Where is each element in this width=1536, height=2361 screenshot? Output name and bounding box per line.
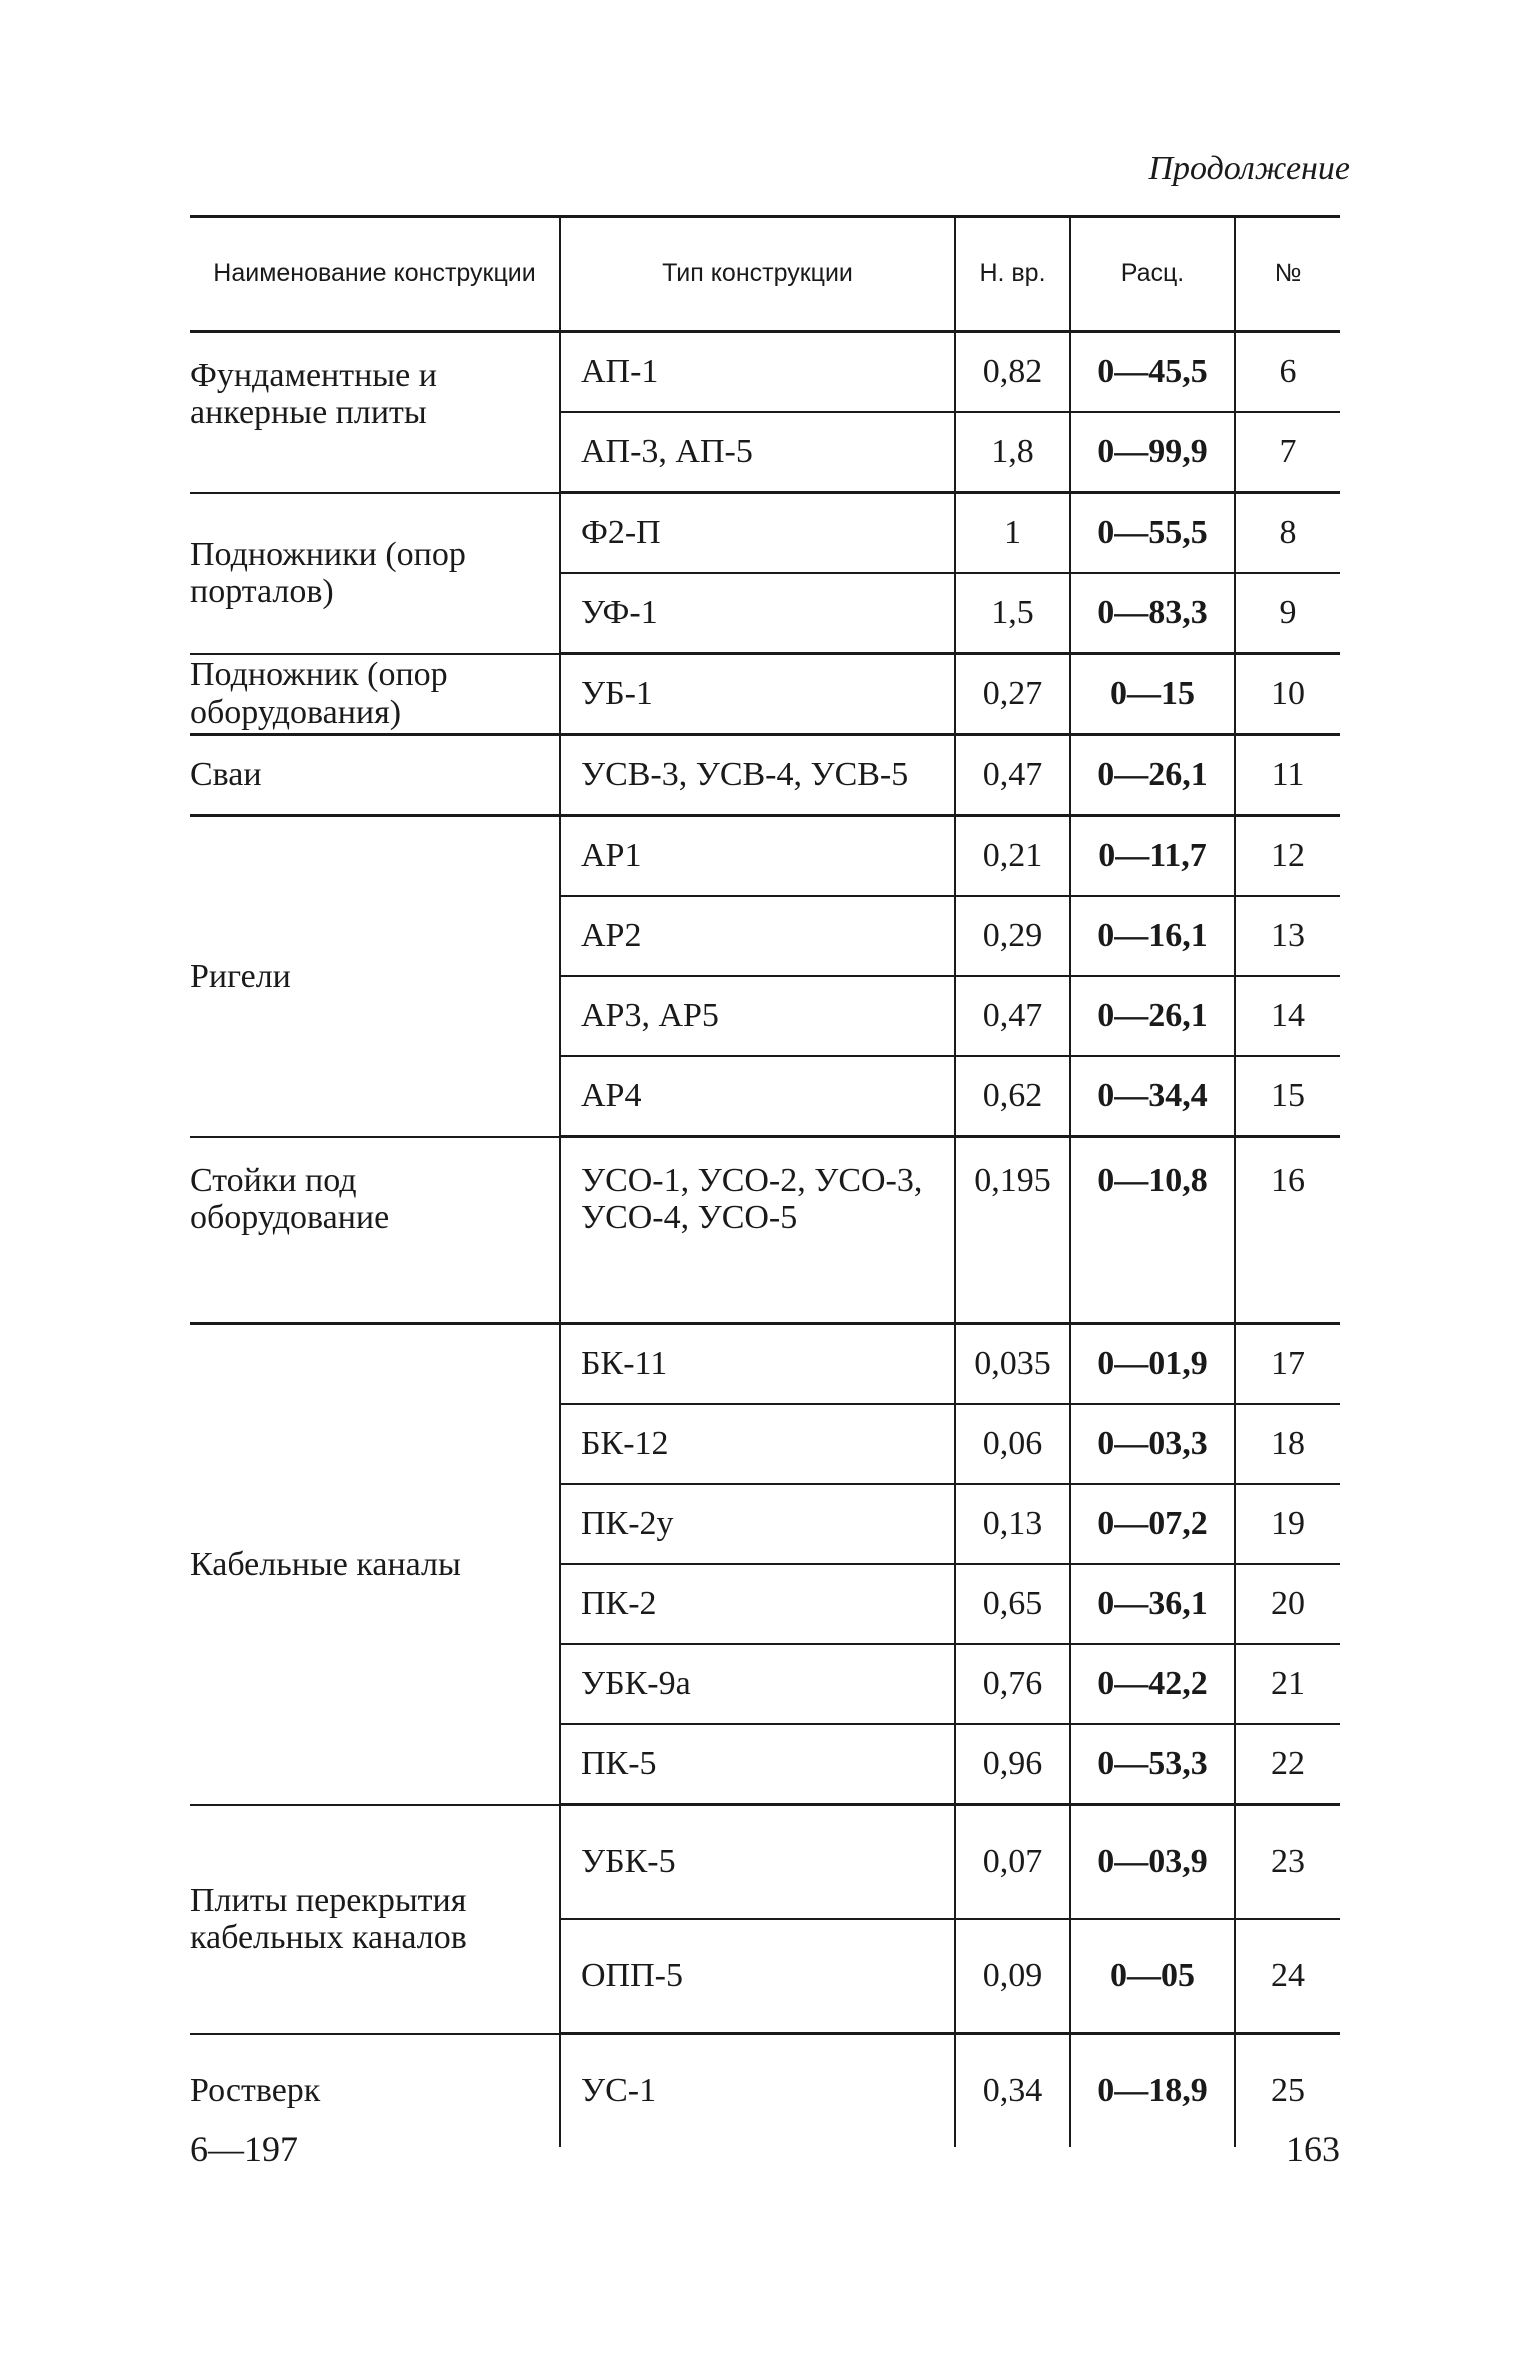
number-cell: 20 — [1235, 1564, 1340, 1644]
type-cell: УС-1 — [560, 2034, 955, 2148]
type-cell: БК-12 — [560, 1404, 955, 1484]
table-row — [190, 654, 1340, 735]
price-cell: 0—10,8 — [1070, 1137, 1235, 1324]
table-header-row — [190, 217, 1340, 332]
time-cell: 0,47 — [955, 735, 1070, 816]
group-name-cell: Плиты перекрытия кабельных каналов — [190, 1805, 560, 2034]
price-cell: 0—34,4 — [1070, 1056, 1235, 1137]
number-cell: 25 — [1235, 2034, 1340, 2148]
number-cell: 23 — [1235, 1805, 1340, 1920]
group-name-cell: Кабельные каналы — [190, 1324, 560, 1805]
group-name-cell: Подножник (опор оборудования) — [190, 654, 560, 735]
price-cell: 0—16,1 — [1070, 896, 1235, 976]
number-cell: 9 — [1235, 573, 1340, 654]
group-name-cell: Ригели — [190, 816, 560, 1137]
type-cell: ОПП-5 — [560, 1919, 955, 2034]
type-cell: Ф2-П — [560, 493, 955, 574]
price-cell: 0—45,5 — [1070, 332, 1235, 413]
type-cell: ПК-5 — [560, 1724, 955, 1805]
number-cell: 11 — [1235, 735, 1340, 816]
time-cell: 0,29 — [955, 896, 1070, 976]
time-cell: 0,76 — [955, 1644, 1070, 1724]
number-cell: 10 — [1235, 654, 1340, 735]
number-cell: 24 — [1235, 1919, 1340, 2034]
time-cell: 0,27 — [955, 654, 1070, 735]
type-cell: БК-11 — [560, 1324, 955, 1405]
time-cell: 0,09 — [955, 1919, 1070, 2034]
price-cell: 0—99,9 — [1070, 412, 1235, 493]
number-cell: 19 — [1235, 1484, 1340, 1564]
group-name-cell: Фундаментные и анкерные плиты — [190, 332, 560, 493]
number-cell: 12 — [1235, 816, 1340, 897]
price-cell: 0—26,1 — [1070, 735, 1235, 816]
time-cell: 0,07 — [955, 1805, 1070, 1920]
time-cell: 0,47 — [955, 976, 1070, 1056]
group-name-cell: Подножники (опор порталов) — [190, 493, 560, 654]
time-cell: 0,62 — [955, 1056, 1070, 1137]
column-header-number: № — [1235, 217, 1340, 332]
time-cell: 0,035 — [955, 1324, 1070, 1405]
time-cell: 0,96 — [955, 1724, 1070, 1805]
price-cell: 0—55,5 — [1070, 493, 1235, 574]
number-cell: 17 — [1235, 1324, 1340, 1405]
price-cell: 0—83,3 — [1070, 573, 1235, 654]
price-cell: 0—15 — [1070, 654, 1235, 735]
number-cell: 18 — [1235, 1404, 1340, 1484]
number-cell: 8 — [1235, 493, 1340, 574]
number-cell: 14 — [1235, 976, 1340, 1056]
table-row — [190, 1805, 1340, 1920]
price-cell: 0—03,3 — [1070, 1404, 1235, 1484]
type-cell: АР2 — [560, 896, 955, 976]
print-signature: 6—197 — [190, 2129, 298, 2169]
time-cell: 0,34 — [955, 2034, 1070, 2148]
price-cell: 0—07,2 — [1070, 1484, 1235, 1564]
column-header-name: Наименование конструкции — [190, 217, 560, 332]
column-header-time: Н. вр. — [955, 217, 1070, 332]
time-cell: 0,13 — [955, 1484, 1070, 1564]
time-cell: 0,195 — [955, 1137, 1070, 1324]
time-cell: 0,65 — [955, 1564, 1070, 1644]
number-cell: 21 — [1235, 1644, 1340, 1724]
price-cell: 0—53,3 — [1070, 1724, 1235, 1805]
table-row — [190, 816, 1340, 897]
type-cell: УСВ-3, УСВ-4, УСВ-5 — [560, 735, 955, 816]
price-cell: 0—01,9 — [1070, 1324, 1235, 1405]
table-row — [190, 493, 1340, 574]
type-cell: АР4 — [560, 1056, 955, 1137]
number-cell: 6 — [1235, 332, 1340, 413]
type-cell: УСО-1, УСО-2, УСО-3, УСО-4, УСО-5 — [560, 1137, 955, 1324]
price-cell: 0—26,1 — [1070, 976, 1235, 1056]
type-cell: АП-1 — [560, 332, 955, 413]
group-name-cell: Ростверк — [190, 2072, 321, 2110]
price-cell: 0—36,1 — [1070, 1564, 1235, 1644]
type-cell: УБК-5 — [560, 1805, 955, 1920]
number-cell: 16 — [1235, 1137, 1340, 1324]
table-row — [190, 1324, 1340, 1405]
time-cell: 1,8 — [955, 412, 1070, 493]
time-cell: 0,06 — [955, 1404, 1070, 1484]
type-cell: УФ-1 — [560, 573, 955, 654]
type-cell: УБ-1 — [560, 654, 955, 735]
group-name-cell: Стойки под оборудование — [190, 1137, 560, 1324]
time-cell: 1 — [955, 493, 1070, 574]
number-cell: 15 — [1235, 1056, 1340, 1137]
number-cell: 13 — [1235, 896, 1340, 976]
time-cell: 0,82 — [955, 332, 1070, 413]
page-number: 163 — [1286, 2129, 1340, 2169]
time-cell: 1,5 — [955, 573, 1070, 654]
continuation-label: Продолжение — [1148, 150, 1350, 187]
type-cell: УБК-9а — [560, 1644, 955, 1724]
table-row — [190, 332, 1340, 413]
price-cell: 0—05 — [1070, 1919, 1235, 2034]
column-header-type: Тип конструкции — [560, 217, 955, 332]
number-cell: 7 — [1235, 412, 1340, 493]
price-cell: 0—11,7 — [1070, 816, 1235, 897]
table-row — [190, 1137, 1340, 1324]
price-cell: 0—18,9 — [1070, 2034, 1235, 2148]
type-cell: АР1 — [560, 816, 955, 897]
table-row — [190, 2034, 1340, 2148]
group-name-cell: Сваи — [190, 735, 560, 816]
type-cell: АП-3, АП-5 — [560, 412, 955, 493]
type-cell: ПК-2 — [560, 1564, 955, 1644]
type-cell: АР3, АР5 — [560, 976, 955, 1056]
norms-table — [190, 215, 1340, 2147]
price-cell: 0—42,2 — [1070, 1644, 1235, 1724]
table-row — [190, 735, 1340, 816]
time-cell: 0,21 — [955, 816, 1070, 897]
price-cell: 0—03,9 — [1070, 1805, 1235, 1920]
type-cell: ПК-2у — [560, 1484, 955, 1564]
number-cell: 22 — [1235, 1724, 1340, 1805]
column-header-price: Расц. — [1070, 217, 1235, 332]
